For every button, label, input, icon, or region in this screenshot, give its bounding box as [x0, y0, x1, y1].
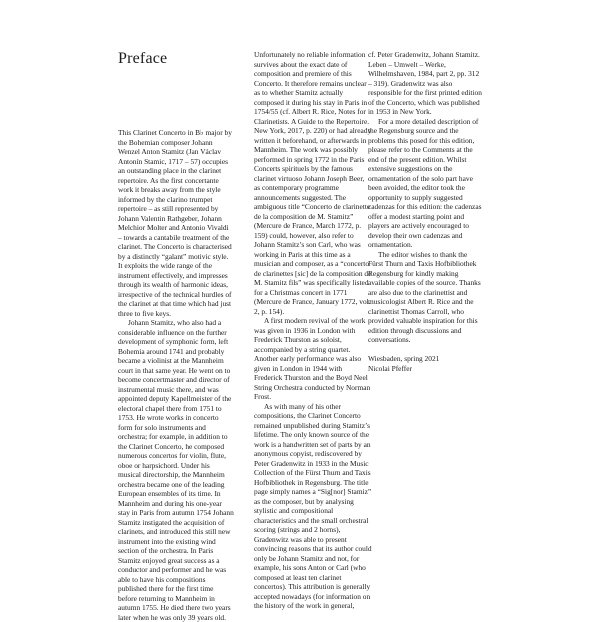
paragraph: For a more detailed description of the Regensburg source and the problems this posed for this edition, please refer to the Comments at the end of the present edition. Whilst extensive suggestions on the ornamentation of the solo part have been avoided, the editor took the opportunity to supply suggested cadenzas for this edition: the cadenzas offer a modest starting point and players are actively encouraged to develop their own cadenzas and ornamentation.: [368, 116, 482, 249]
paragraph: cf. Peter Gradenwitz, Johann Stamitz. Leben – Umwelt – Werke, Wilhelmshaven, 1984, part 2, pp. 312 – 319). Gradenwitz was also responsible for the first printed edition of the Concerto, which was published in 1953 in New York.: [368, 50, 482, 116]
signoff: [368, 354, 483, 373]
page-title: Preface: [118, 50, 168, 67]
text-column-2: [254, 50, 372, 611]
place-date: Wiesbaden, spring 2021: [368, 354, 440, 363]
text-column-3: [368, 50, 483, 373]
paragraph: A first modern revival of the work was given in 1936 in London with Frederick Thurston as soloist, accompanied by a string quartet. Another early performance was also given in London in 1944 with Frederick Thurston and the Boyd Neel String Orchestra conducted by Norman Frost.: [254, 316, 371, 401]
author-name: Nicolai Pfeffer: [368, 363, 412, 373]
paragraph: As with many of his other compositions, the Clarinet Concerto remained unpublished during Stamitz’s lifetime. The only known source of the work is a handwritten set of parts by an anonymous copyist, rediscovered by Peter Gradenwitz in 1933 in the Music Collection of the Fürst Thurn and Taxis Hofbibliothek in Regensburg. The title page simply names a “Sig[nor] Stamiz” as the composer, but by analysing stylistic and compositional characteristics and the small orchestral scoring (strings and 2 horns), Gradenwitz was able to present convincing reasons that its author could only be Johann Stamitz and not, for example, his sons Anton or Carl (who composed at least ten clarinet concertos). This attribution is generally accepted nowadays (for information on the history of the work in general,: [254, 401, 372, 610]
paragraph: The editor wishes to thank the Fürst Thurn and Taxis Hofbibliothek Regensburg for kindly making available copies of the source. Thanks are also due to the clarinettist and musicologist Albert R. Rice and the clarinettist Thomas Carroll, who provided valuable inspiration for this edition through discussions and conversations.: [368, 249, 481, 344]
paragraph: This Clarinet Concerto in B♭ major by the Bohemian composer Johann Wenzel Anton Stamitz (Jan Václav Antonín Stamic, 1717 – 57) occupies an outstanding place in the clarinet repertoire. As the first concertante work it breaks away from the style informed by the clarino trumpet repertoire – as still represented by Johann Valentin Rathgeber, Johann Melchior Molter and Antonio Vivaldi – towards a cantabile treatment of the clarinet. The Concerto is characterised by a distinctly “galant” motivic style. It exploits the wide range of the instrument effectively, and impresses through its wealth of harmonic ideas, irrespective of the technical hurdles of the clarinet at that time which had just three to five keys.: [118, 128, 232, 318]
paragraph: Johann Stamitz, who also had a considerable influence on the further development of symphonic form, left Bohemia around 1741 and probably became a violinist at the Mannheim court in that same year. He went on to become concertmaster and director of instrumental music there, and was appointed deputy Kapellmeister of the electoral chapel there from 1751 to 1753. He wrote works in concerto form for solo instruments and orchestra; for example, in addition to the Clarinet Concerto, he composed numerous concertos for violin, flute, oboe or harpsichord. Under his musical directorship, the Mannheim orchestra became one of the leading European ensembles of its time. In Mannheim and during his one-year stay in Paris from autumn 1754 Johann Stamitz instigated the acquisition of clarinets, and introduced this still new instrument into the existing wind section of the orchestra. In Paris Stamitz enjoyed great success as a conductor and performer and he was able to have his compositions published there for the first time before returning to Mannheim in autumn 1755. He died there two years later when he was only 39 years old.: [118, 318, 234, 622]
paragraph: Unfortunately no reliable information survives about the exact date of composition and premiere of this Concerto. It therefore remains unclear as to whether Stamitz actually composed it during his stay in Paris in 1754/55 (cf. Albert R. Rice, Notes for Clarinetists. A Guide to the Repertoire. New York, 2017, p. 220) or had already written it beforehand, or afterwards in Mannheim. The work was possibly performed in spring 1772 in the Paris Concerts spirituels by the famous clarinet virtuoso Johann Joseph Beer, as contemporary programme announcements suggested. The ambiguous title “Concerto de clarinette de la composition de M. Stamitz” (Mercure de France, March 1772, p. 159) could, however, also refer to Johann Stamitz’s son Carl, who was working in Paris at this time as a musician and composer, as a “concerto de clarinettes [sic] de la composition de M. Stamitz fils” was specifically listed for a Christmas concert in 1771 (Mercure de France, January 1772, vol. 2, p. 154).: [254, 50, 372, 316]
text-column-1: [118, 128, 234, 622]
